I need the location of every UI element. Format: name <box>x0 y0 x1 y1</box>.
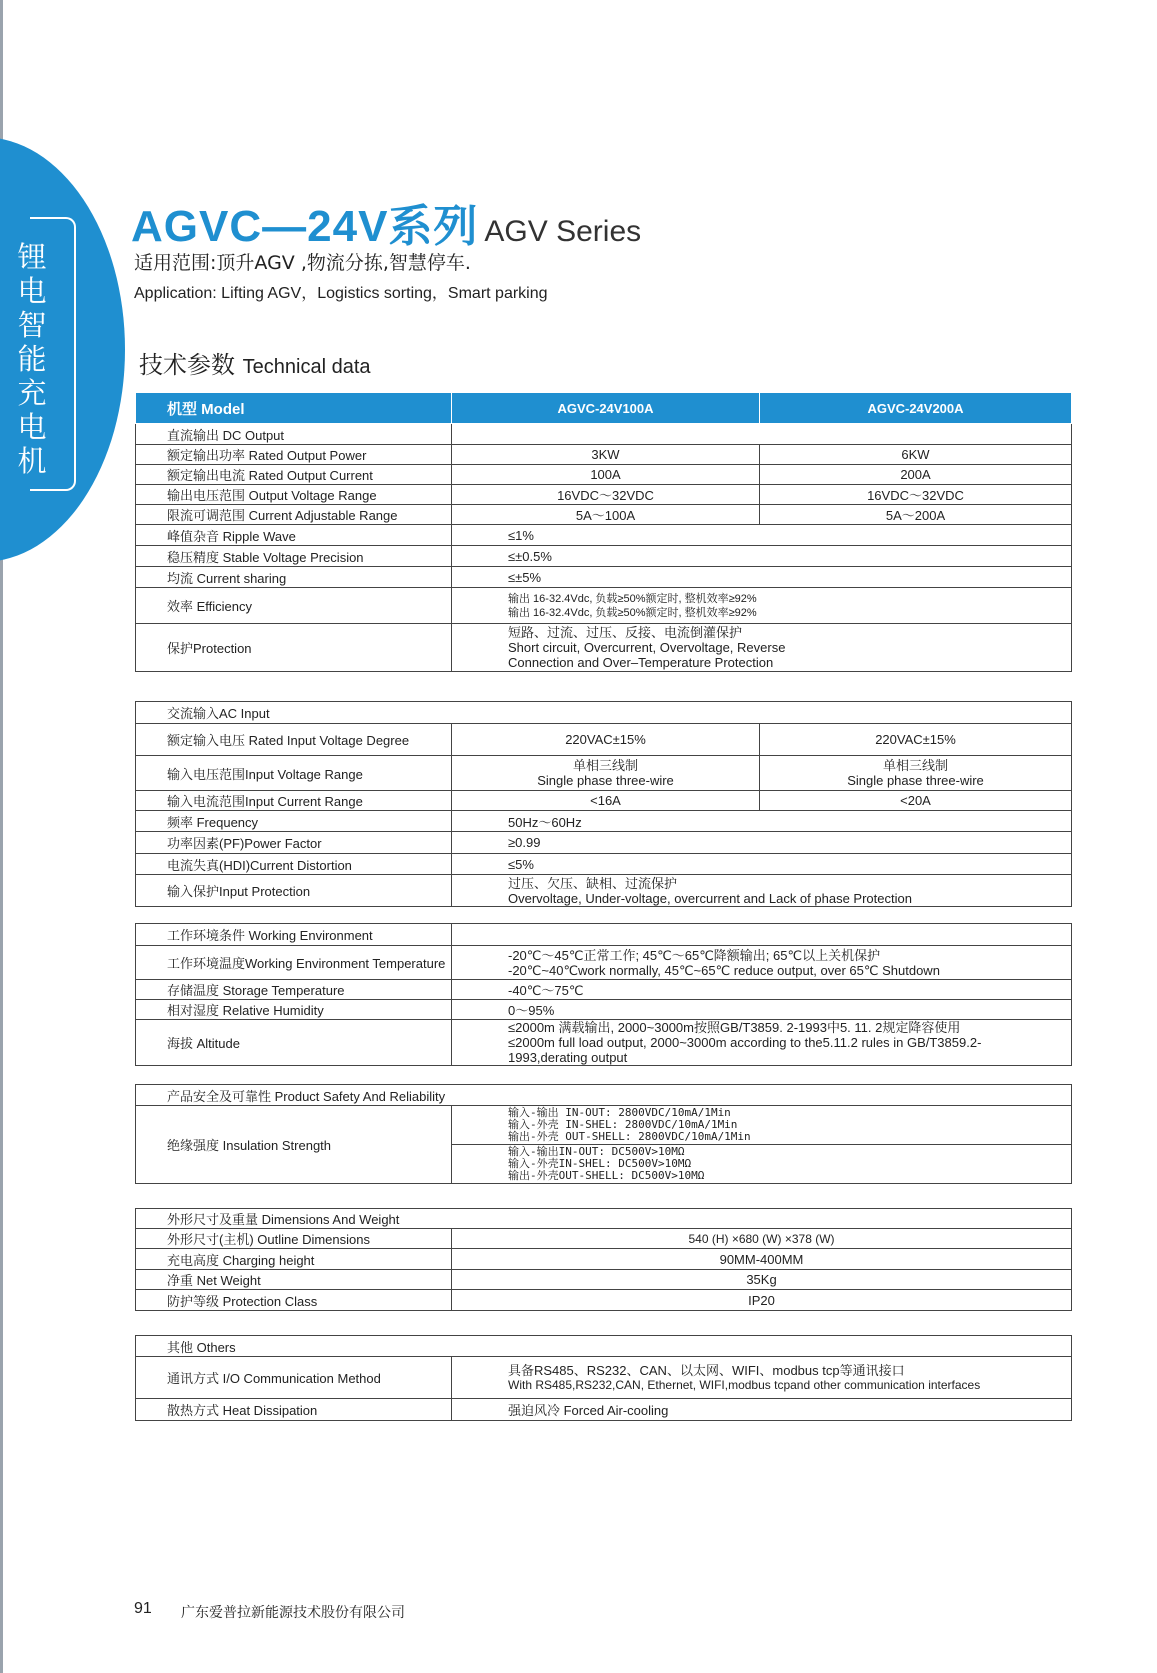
row-value: 220VAC±15% <box>452 724 760 756</box>
row-label: 存储温度 Storage Temperature <box>136 980 452 1000</box>
row-label: 额定输入电压 Rated Input Voltage Degree <box>136 724 452 756</box>
dc-section-label: 直流输出 DC Output <box>136 424 452 445</box>
row-value: 0～95% <box>452 1000 1072 1020</box>
model-col2: AGVC-24V200A <box>760 393 1072 424</box>
row-value: ≤±0.5% <box>452 546 1072 567</box>
series-title: AGVC—24V系列 <box>131 202 479 251</box>
ac-input-table <box>135 701 1072 907</box>
others-table <box>135 1335 1072 1421</box>
row-label: 工作环境温度Working Environment Temperature <box>136 946 452 980</box>
table-row <box>136 525 1072 546</box>
row-value: 100A <box>452 465 760 485</box>
table-row <box>136 791 1072 811</box>
page-number: 91 <box>134 1600 152 1617</box>
table-row <box>136 1020 1072 1066</box>
row-label: 稳压精度 Stable Voltage Precision <box>136 546 452 567</box>
table-row <box>136 1000 1072 1020</box>
safety-section-label: 产品安全及可靠性 Product Safety And Reliability <box>136 1085 1072 1106</box>
row-label: 充电高度 Charging height <box>136 1249 452 1270</box>
table-row <box>136 1336 1072 1357</box>
row-value: ≤±5% <box>452 567 1072 588</box>
table-row <box>136 875 1072 907</box>
efficiency-line: 输出 16-32.4Vdc, 负载≥50%额定时, 整机效率≥92% <box>508 606 757 619</box>
row-value: Single phase three-wire <box>537 773 674 788</box>
row-value: 5A～200A <box>760 505 1072 525</box>
table-row <box>136 724 1072 756</box>
row-label: 外形尺寸(主机) Outline Dimensions <box>136 1229 452 1249</box>
table-row <box>136 1106 1072 1145</box>
table-row <box>136 1085 1072 1106</box>
row-value: 200A <box>760 465 1072 485</box>
comm-line: With RS485,RS232,CAN, Ethernet, WIFI,modbus tcpand other communication interfaces <box>508 1377 981 1392</box>
protection-line: 过压、欠压、缺相、过流保护 <box>508 875 678 891</box>
dc-output-table <box>135 392 1072 672</box>
table-row <box>136 1209 1072 1229</box>
row-value: 单相三线制 <box>572 758 638 773</box>
efficiency-line: 输出 16-32.4Vdc, 负载≥50%额定时, 整机效率≥92% <box>508 592 757 605</box>
tech-heading-en: Technical data <box>242 356 371 378</box>
row-label: 防护等级 Protection Class <box>136 1290 452 1311</box>
protection-line: Short circuit, Overcurrent, Overvoltage, Reverse <box>508 640 786 655</box>
temp-line: -20℃~40℃work normally, 45℃~65℃ reduce output, over 65℃ Shutdown <box>508 962 940 978</box>
row-value: 35Kg <box>452 1270 1072 1290</box>
table-row <box>136 465 1072 485</box>
row-label: 输入电压范围Input Voltage Range <box>136 756 452 791</box>
row-label: 输出电压范围 Output Voltage Range <box>136 485 452 505</box>
row-value: 16VDC～32VDC <box>760 485 1072 505</box>
table-row <box>136 1357 1072 1399</box>
insulation-line: 输出-外壳OUT-SHELL: DC500V>10MΩ <box>508 1169 705 1182</box>
table-row <box>136 854 1072 875</box>
application-cn: 适用范围:顶升AGV ,物流分拣,智慧停车. <box>134 252 471 274</box>
temp-line: -20℃～45℃正常工作; 45℃～65℃降额输出; 65℃以上关机保护 <box>508 947 881 963</box>
env-section-label: 工作环境条件 Working Environment <box>136 924 452 946</box>
table-row <box>136 1270 1072 1290</box>
row-label: 额定输出电流 Rated Output Current <box>136 465 452 485</box>
table-row <box>136 811 1072 832</box>
row-value: <20A <box>760 791 1072 811</box>
company-name: 广东爱普拉新能源技术股份有限公司 <box>181 1605 405 1621</box>
row-label: 功率因素(PF)Power Factor <box>136 832 452 854</box>
row-value: 单相三线制 <box>882 758 948 773</box>
row-value: -40℃～75℃ <box>452 980 1072 1000</box>
table-row <box>136 1290 1072 1311</box>
row-label: 电流失真(HDI)Current Distortion <box>136 854 452 875</box>
row-label: 额定输出功率 Rated Output Power <box>136 445 452 465</box>
table-row <box>136 588 1072 624</box>
row-value: 强迫风冷 Forced Air-cooling <box>452 1399 1072 1421</box>
insulation-line: 输入-外壳 IN-SHEL: 2800VDC/10mA/1Min <box>508 1118 738 1131</box>
row-value: 3KW <box>452 445 760 465</box>
row-label: 限流可调范围 Current Adjustable Range <box>136 505 452 525</box>
row-label: 峰值杂音 Ripple Wave <box>136 525 452 546</box>
row-label: 净重 Net Weight <box>136 1270 452 1290</box>
comm-line: 具备RS485、RS232、CAN、以太网、WIFI、modbus tcp等通讯接口 <box>508 1362 905 1378</box>
row-value: 50Hz～60Hz <box>452 811 1072 832</box>
row-value: ≤5% <box>452 854 1072 875</box>
protection-line: 短路、过流、过压、反接、电流倒灌保护 <box>508 625 743 640</box>
model-label: 机型 Model <box>136 393 452 424</box>
table-row <box>136 445 1072 465</box>
row-label: 效率 Efficiency <box>136 588 452 624</box>
protection-line: Connection and Over–Temperature Protection <box>508 655 774 670</box>
safety-table <box>135 1084 1072 1184</box>
others-section-label: 其他 Others <box>136 1336 1072 1357</box>
tech-heading-cn: 技术参数 <box>139 351 235 379</box>
row-label: 保护Protection <box>136 624 452 672</box>
ac-section-label: 交流输入AC Input <box>136 702 1072 724</box>
table-row <box>136 546 1072 567</box>
altitude-line: ≤2000m 满载输出, 2000~3000m按照GB/T3859. 2-1993中5. 11. 2规定降容使用 <box>508 1020 961 1035</box>
table-row <box>136 1229 1072 1249</box>
environment-table <box>135 923 1072 1066</box>
row-value: 6KW <box>760 445 1072 465</box>
table-row <box>136 485 1072 505</box>
table-row <box>136 624 1072 672</box>
row-value: 220VAC±15% <box>760 724 1072 756</box>
row-value: 5A～100A <box>452 505 760 525</box>
row-label: 输入保护Input Protection <box>136 875 452 907</box>
series-title-suffix: AGV Series <box>484 215 642 248</box>
row-label: 输入电流范围Input Current Range <box>136 791 452 811</box>
altitude-line: ≤2000m full load output, 2000~3000m according to the5.11.2 rules in GB/T3859.2- <box>508 1035 982 1050</box>
insulation-line: 输入-外壳IN-SHEL: DC500V>10MΩ <box>508 1157 692 1170</box>
table-row <box>136 567 1072 588</box>
insulation-line: 输入-输出IN-OUT: DC500V>10MΩ <box>508 1145 685 1158</box>
row-label: 频率 Frequency <box>136 811 452 832</box>
row-value: ≥0.99 <box>452 832 1072 854</box>
dimensions-table <box>135 1208 1072 1311</box>
protection-line: Overvoltage, Under-voltage, overcurrent and Lack of phase Protection <box>508 890 912 906</box>
table-row <box>136 1249 1072 1270</box>
row-label: 海拔 Altitude <box>136 1020 452 1066</box>
table-row <box>136 1399 1072 1421</box>
table-row <box>136 505 1072 525</box>
table-row <box>136 946 1072 980</box>
row-label: 通讯方式 I/O Communication Method <box>136 1357 452 1399</box>
row-value: IP20 <box>452 1290 1072 1311</box>
row-value: 16VDC～32VDC <box>452 485 760 505</box>
insulation-line: 输入-输出 IN-OUT: 2800VDC/10mA/1Min <box>508 1106 731 1119</box>
dims-section-label: 外形尺寸及重量 Dimensions And Weight <box>136 1209 1072 1229</box>
row-label: 相对湿度 Relative Humidity <box>136 1000 452 1020</box>
table-row <box>136 832 1072 854</box>
tech-heading <box>139 345 371 380</box>
row-label: 绝缘强度 Insulation Strength <box>136 1106 452 1184</box>
model-row <box>136 393 1072 424</box>
table-row <box>136 924 1072 946</box>
model-col1: AGVC-24V100A <box>452 393 760 424</box>
table-row <box>136 980 1072 1000</box>
row-label: 散热方式 Heat Dissipation <box>136 1399 452 1421</box>
row-value: 540 (H) ×680 (W) ×378 (W) <box>452 1229 1072 1249</box>
row-value: 90MM-400MM <box>452 1249 1072 1270</box>
row-value: ≤1% <box>452 525 1072 546</box>
page-title <box>131 190 641 254</box>
insulation-line: 输出-外壳 OUT-SHELL: 2800VDC/10mA/1Min <box>508 1130 751 1143</box>
table-row <box>136 702 1072 724</box>
application-en: Application: Lifting AGV，Logistics sorting，Smart parking <box>134 285 548 302</box>
table-row <box>136 756 1072 791</box>
altitude-line: 1993,derating output <box>508 1050 628 1065</box>
table-row <box>136 424 1072 445</box>
side-tab-label: 锂电智能充电机 <box>17 240 47 478</box>
row-label: 均流 Current sharing <box>136 567 452 588</box>
row-value: <16A <box>452 791 760 811</box>
row-value: Single phase three-wire <box>847 773 984 788</box>
